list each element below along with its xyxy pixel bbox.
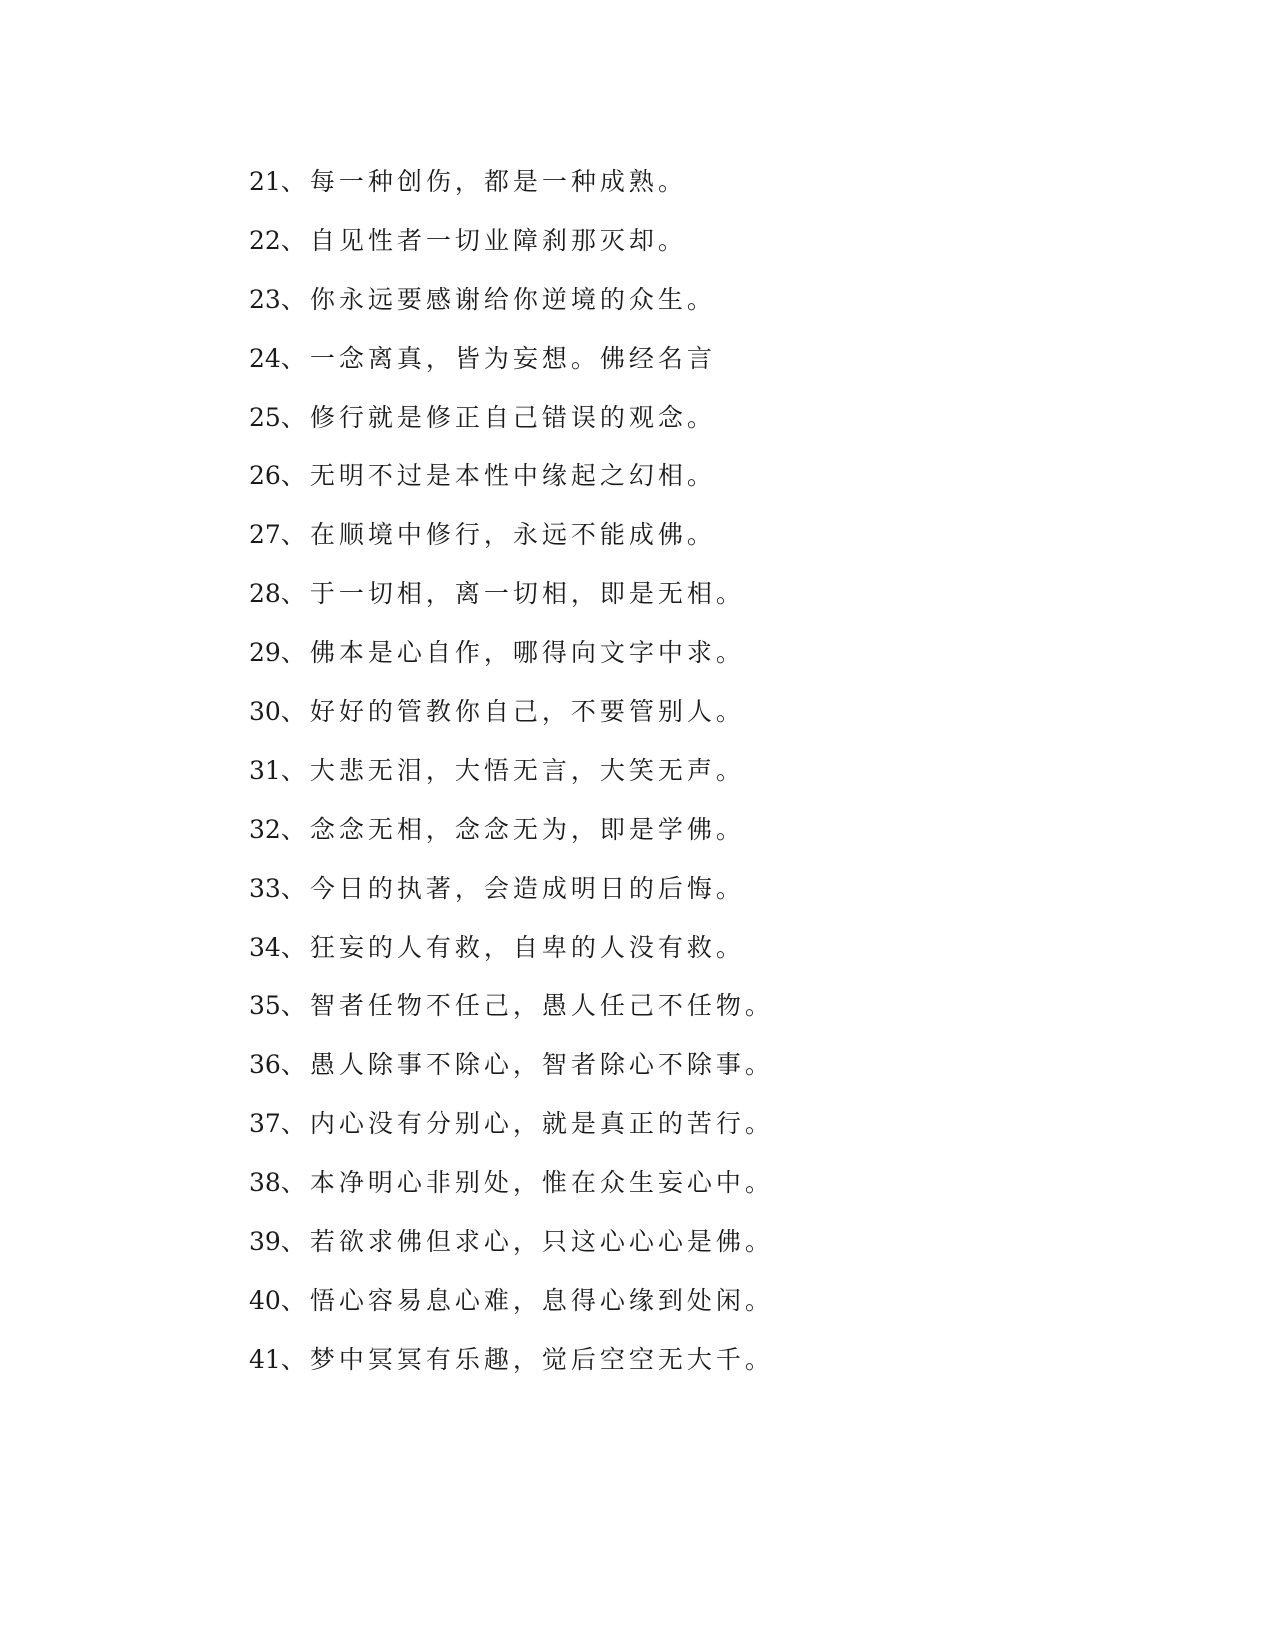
quote-item [249,278,774,337]
quote-text: 、好好的管教你自己，不要管别人。 [280,697,745,727]
quote-text: 、狂妄的人有救，自卑的人没有救。 [280,932,745,962]
quote-item [249,631,774,690]
quote-item [249,808,774,867]
quote-number: 27 [249,520,281,550]
quote-number: 29 [249,638,281,668]
quote-number: 35 [249,991,281,1021]
quote-text: 、在顺境中修行，永远不能成佛。 [280,520,716,550]
quote-text: 、内心没有分别心，就是真正的苦行。 [280,1109,774,1139]
quote-text: 、于一切相，离一切相，即是无相。 [280,579,745,609]
quote-text: 、佛本是心自作，哪得向文字中求。 [280,638,745,668]
quote-number: 34 [249,932,281,962]
quote-item [249,572,774,631]
quote-text: 、无明不过是本性中缘起之幻相。 [280,461,716,491]
quote-item [249,690,774,749]
quote-number: 32 [249,814,281,844]
quote-text: 、若欲求佛但求心，只这心心心是佛。 [280,1227,774,1257]
quote-text: 、愚人除事不除心，智者除心不除事。 [280,1050,774,1080]
quote-number: 25 [249,402,281,432]
quote-item [249,867,774,926]
quote-item [249,219,774,278]
quote-text: 、梦中冥冥有乐趣，觉后空空无大千。 [280,1344,774,1374]
quote-text: 、一念离真，皆为妄想。佛经名言 [280,343,716,373]
quote-item [249,1338,774,1397]
quote-item [249,749,774,808]
quote-text: 、修行就是修正自己错误的观念。 [280,402,716,432]
quote-number: 28 [249,579,281,609]
quote-item [249,984,774,1043]
quote-number: 39 [249,1227,281,1257]
quote-item [249,1279,774,1338]
quote-number: 40 [249,1285,281,1315]
quote-text: 、本净明心非别处，惟在众生妄心中。 [280,1168,774,1198]
quote-number: 31 [249,755,281,785]
quote-number: 41 [249,1344,281,1374]
quote-text: 、悟心容易息心难，息得心缘到处闲。 [280,1285,774,1315]
quote-text: 、智者任物不任己，愚人任己不任物。 [280,991,774,1021]
quote-number: 24 [249,343,281,373]
quote-number: 30 [249,697,281,727]
quote-number: 38 [249,1168,281,1198]
quote-number: 33 [249,873,281,903]
quote-number: 26 [249,461,281,491]
quote-text: 、念念无相，念念无为，即是学佛。 [280,814,745,844]
quote-text: 、大悲无泪，大悟无言，大笑无声。 [280,755,745,785]
quote-item [249,1043,774,1102]
quote-text: 、你永远要感谢给你逆境的众生。 [280,284,716,314]
quote-number: 22 [249,225,281,255]
quote-item [249,1102,774,1161]
quote-number: 37 [249,1109,281,1139]
quote-item [249,513,774,572]
quote-number: 23 [249,284,281,314]
quote-number: 36 [249,1050,281,1080]
quote-item [249,396,774,455]
quote-text: 、每一种创伤，都是一种成熟。 [280,167,687,196]
quote-number: 21 [249,167,281,196]
quote-text: 、自见性者一切业障刹那灭却。 [280,225,687,255]
quote-item [249,160,774,219]
quote-list [249,160,774,1397]
quote-item [249,1220,774,1279]
quote-item [249,337,774,396]
quote-text: 、今日的执著，会造成明日的后悔。 [280,873,745,903]
quote-item [249,454,774,513]
quote-item [249,1161,774,1220]
quote-item [249,926,774,985]
